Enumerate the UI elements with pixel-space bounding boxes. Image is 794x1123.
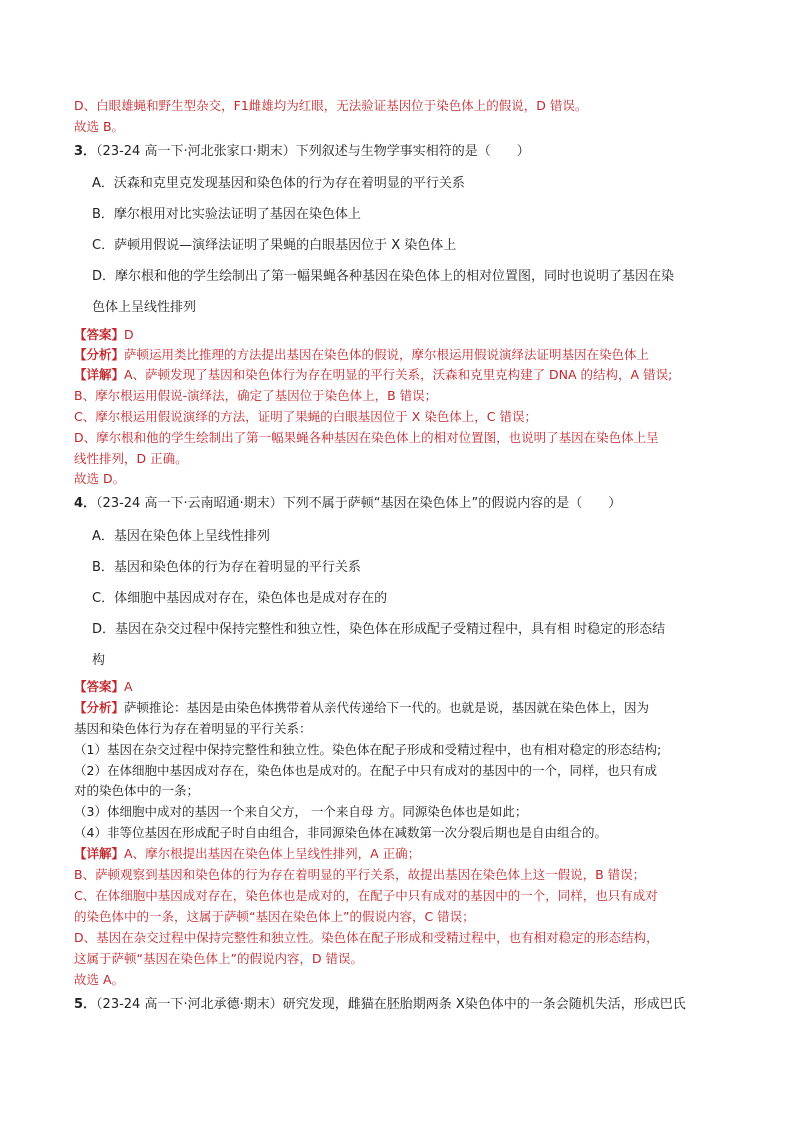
analysis-line: （4）非等位基因在形成配子时自由组合，非同源染色体在减数第一次分裂后期也是自由组合的。 xyxy=(74,825,607,840)
analysis-tag: 【分析】 xyxy=(74,700,125,715)
detail-tag: 【详解】 xyxy=(74,846,125,861)
analysis-line: （2）在体细胞中基因成对存在，染色体也是成对的。在配子中只有成对的基因中的一个，同样，也只有成 xyxy=(74,763,657,778)
answer-tag: 【答案】 xyxy=(74,679,125,694)
option-d-continued: 色体上呈线性排列 xyxy=(92,300,197,315)
question-number: 3． xyxy=(74,144,97,159)
detail-text: A、摩尔根提出基因在染色体上呈线性排列，A 正确； xyxy=(124,846,421,861)
answer-value: D xyxy=(124,327,134,342)
option-d: D．摩尔根和他的学生绘制出了第一幅果蝇各种基因在染色体上的相对位置图，同时也说明了基因在染 xyxy=(92,269,675,284)
question-text: （23-24 高一下·河北张家口·期末）下列叙述与生物学事实相符的是（ ） xyxy=(96,144,530,159)
question-number: 5． xyxy=(74,997,97,1012)
analysis-line: （3）体细胞中成对的基因一个来自父方， 一个来自母 方。同源染色体也是如此； xyxy=(74,804,528,819)
option-b: B．摩尔根用对比实验法证明了基因在染色体上 xyxy=(92,207,361,222)
question-5 xyxy=(74,997,686,1013)
analysis-line xyxy=(74,347,649,363)
answer-select: 故选 D。 xyxy=(74,471,126,486)
analysis-line: （1）基因在杂交过程中保持完整性和独立性。染色体在配子形成和受精过程中，也有相对稳定的形态结构; xyxy=(74,742,662,757)
option-d-continued: 构 xyxy=(92,653,106,668)
detail-line: 这属于萨顿“基因在染色体上”的假说内容，D 错误。 xyxy=(74,951,364,966)
answer-value: A xyxy=(124,679,133,694)
detail-line: 线性排列，D 正确。 xyxy=(74,451,188,466)
option-c: C．体细胞中基因成对存在，染色体也是成对存在的 xyxy=(92,591,388,606)
option-a: A．沃森和克里克发现基因和染色体的行为存在着明显的平行关系 xyxy=(92,176,465,191)
answer-tag: 【答案】 xyxy=(74,327,125,342)
answer-line: D、白眼雄蝇和野生型杂交，F1雌雄均为红眼，无法验证基因位于染色体上的假说，D 错误。 xyxy=(74,98,588,113)
detail-tag: 【详解】 xyxy=(74,367,125,382)
option-c: C．萨顿用假说—演绎法证明了果蝇的白眼基因位于 X 染色体上 xyxy=(92,238,457,253)
detail-line: 的染色体中的一条，这属于萨顿“基因在染色体上”的假说内容，C 错误； xyxy=(74,909,475,924)
question-text: （23-24 高一下·云南昭通·期末）下列不属于萨顿“基因在染色体上”的假说内容的是（ ） xyxy=(96,496,622,511)
answer-select: 故选 A。 xyxy=(74,972,125,987)
detail-line: B、摩尔根运用假说-演绎法，确定了基因位于染色体上，B 错误； xyxy=(74,388,438,403)
analysis-text: 萨顿推论：基因是由染色体携带着从亲代传递给下一代的。也就是说，基因就在染色体上，因为 xyxy=(124,700,650,715)
question-number: 4． xyxy=(74,496,97,511)
detail-line: C、摩尔根运用假说演绎的方法，证明了果蝇的白眼基因位于 X 染色体上，C 错误； xyxy=(74,409,537,424)
question-4 xyxy=(74,496,621,512)
detail-line: C、在体细胞中基因成对存在，染色体也是成对的，在配子中只有成对的基因中的一个，同样，也只有成对 xyxy=(74,888,658,903)
answer-line xyxy=(74,327,134,343)
answer-line: 故选 B。 xyxy=(74,119,125,134)
detail-line xyxy=(74,846,420,862)
analysis-line: 基因和染色体行为存在着明显的平行关系： xyxy=(74,721,312,736)
option-b: B．基因和染色体的行为存在着明显的平行关系 xyxy=(92,560,361,575)
question-text: （23-24 高一下·河北承德·期末）研究发现，雌猫在胚胎期两条 X染色体中的一条会随机失活，形成巴氏 xyxy=(96,997,686,1012)
analysis-line xyxy=(74,700,649,716)
analysis-text: 萨顿运用类比推理的方法提出基因在染色体的假说，摩尔根运用假说演绎法证明基因在染色体上 xyxy=(124,347,650,362)
detail-line: B、萨顿观察到基因和染色体的行为存在着明显的平行关系，故提出基因在染色体上这一假说，B 错误； xyxy=(74,867,646,882)
detail-line xyxy=(74,367,672,383)
detail-line: D、基因在杂交过程中保持完整性和独立性。染色体在配子形成和受精过程中，也有相对稳定的形态结构， xyxy=(74,930,659,945)
option-d: D．基因在杂交过程中保持完整性和独立性，染色体在形成配子受精过程中，具有相 时稳定的形态结 xyxy=(92,622,666,637)
analysis-line: 对的染色体中的一条； xyxy=(74,783,200,798)
detail-text: A、萨顿发现了基因和染色体行为存在明显的平行关系，沃森和克里克构建了 DNA 的结构，A 错误; xyxy=(124,367,673,382)
answer-line xyxy=(74,679,133,695)
detail-line: D、摩尔根和他的学生绘制出了第一幅果蝇各种基因在染色体上的相对位置图，也说明了基因在染色体上呈 xyxy=(74,430,659,445)
question-3 xyxy=(74,144,530,160)
analysis-tag: 【分析】 xyxy=(74,347,125,362)
option-a: A．基因在染色体上呈线性排列 xyxy=(92,529,270,544)
